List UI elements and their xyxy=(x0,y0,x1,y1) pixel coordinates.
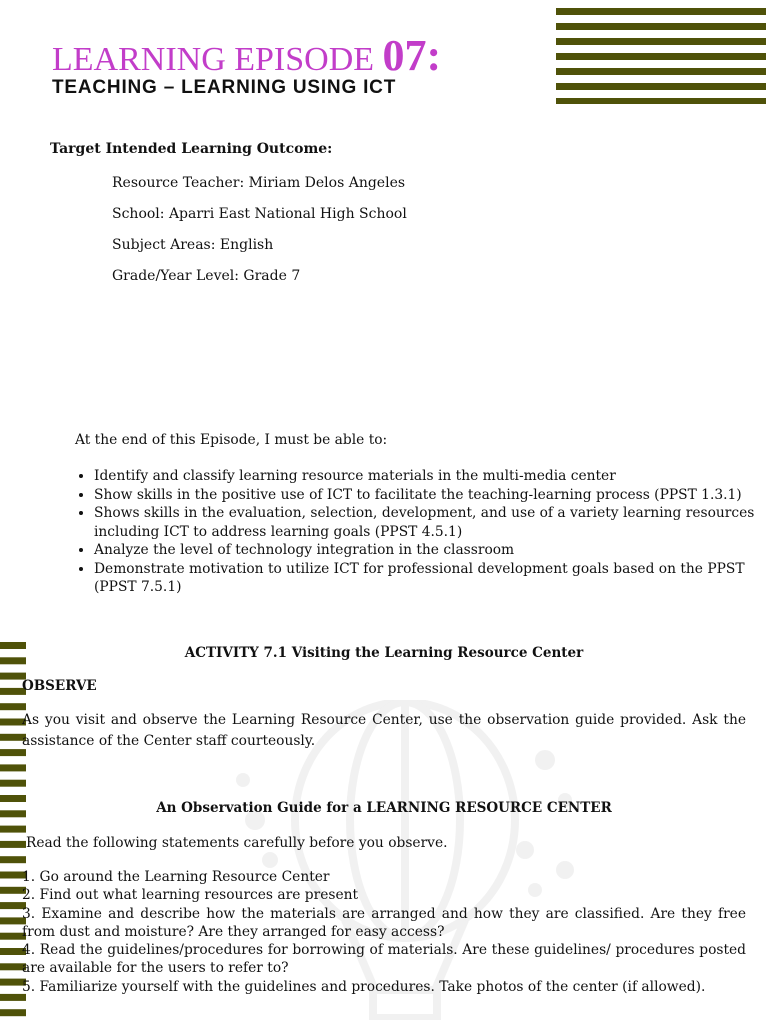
guide-steps xyxy=(22,868,746,996)
activity-title: ACTIVITY 7.1 Visiting the Learning Resource Center xyxy=(184,645,584,661)
observe-heading: OBSERVE xyxy=(22,678,97,694)
guide-intro: Read the following statements carefully before you observe. xyxy=(26,835,448,851)
observe-text: As you visit and observe the Learning Resource Center, use the observation guide provided. Ask the assistance of the Center staff courteously. xyxy=(22,712,746,749)
list-item: 5. Familiarize yourself with the guidelines and procedures. Take photos of the center (if allowed). xyxy=(22,978,706,995)
school: School: Aparri East National High School xyxy=(112,206,407,222)
episode-number: 07: xyxy=(382,31,442,80)
outcomes-intro: At the end of this Episode, I must be able to: xyxy=(75,432,388,448)
list-item: 4. Read the guidelines/procedures for borrowing of materials. Are these guidelines/ procedures posted are available for the users to refer to? xyxy=(22,942,746,977)
outcomes-list xyxy=(74,467,766,597)
page-subtitle: TEACHING – LEARNING USING ICT xyxy=(52,77,397,98)
grade-level: Grade/Year Level: Grade 7 xyxy=(112,268,301,284)
outcome-heading: Target Intended Learning Outcome: xyxy=(50,141,333,157)
list-item: • Analyze the level of technology integration in the classroom xyxy=(94,541,766,560)
list-item: • Demonstrate motivation to utilize ICT for professional development goals based on the PPST (PPST 7.5.1) xyxy=(94,560,766,597)
page-title xyxy=(52,31,442,80)
resource-teacher: Resource Teacher: Miriam Delos Angeles xyxy=(112,175,406,191)
list-item: • Show skills in the positive use of ICT to facilitate the teaching-learning process (PPST 1.3.1) xyxy=(94,486,766,505)
subject-areas: Subject Areas: English xyxy=(112,237,274,253)
title-prefix: LEARNING EPISODE xyxy=(52,41,383,78)
list-item: • Shows skills in the evaluation, selection, development, and use of a variety learning resources including ICT to address learning goals (PPST 4.5.1) xyxy=(94,504,766,541)
decorative-stripes-top xyxy=(556,8,766,104)
list-item: 2. Find out what learning resources are present xyxy=(22,887,359,904)
list-item: • Identify and classify learning resource materials in the multi-media center xyxy=(94,467,766,486)
list-item: 1. Go around the Learning Resource Center xyxy=(22,869,330,885)
list-item: 3. Examine and describe how the materials are arranged and how they are classified. Are they free from dust and moisture? Are they arranged for easy access? xyxy=(22,905,746,940)
guide-title: An Observation Guide for a LEARNING RESOURCE CENTER xyxy=(156,800,612,816)
